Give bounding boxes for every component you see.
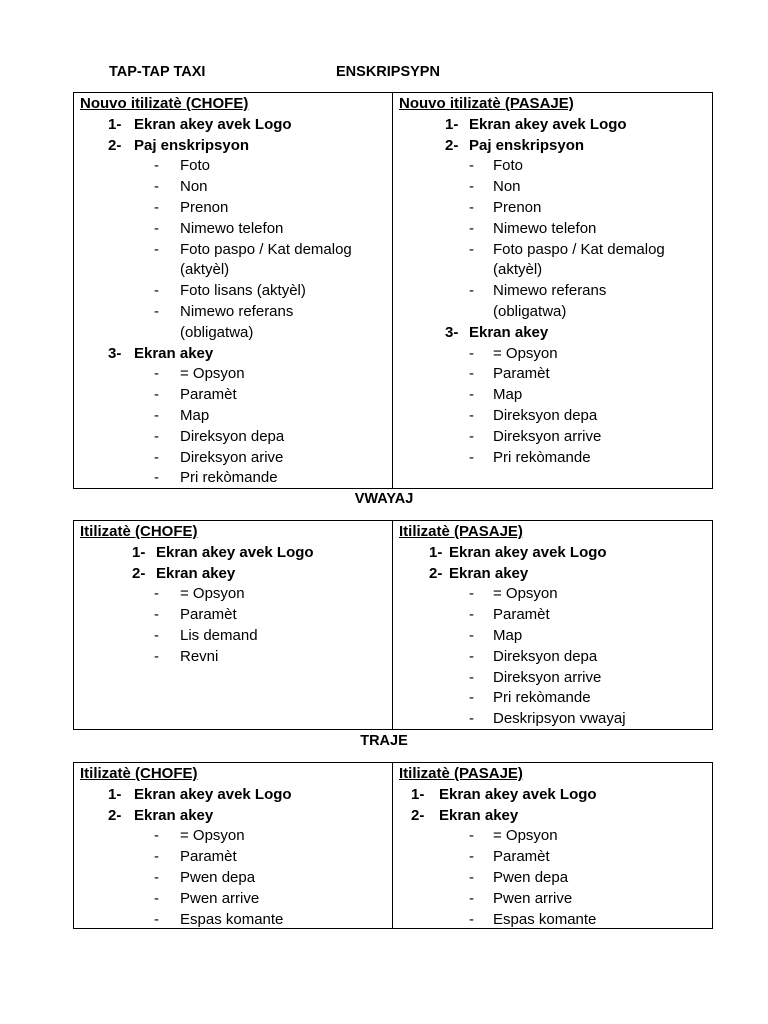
dash-bullet: - [154,626,159,644]
dash-bullet: - [469,406,474,424]
document-title-left: TAP-TAP TAXI [109,64,206,80]
item-text: Revni [180,647,219,665]
bullet-item [399,177,712,198]
item-text: Foto lisans (aktyèl) [180,282,306,300]
numbered-item [80,136,392,157]
item-text: Direksyon depa [493,406,598,424]
numbered-item [399,115,712,136]
item-text: Pri rekòmande [493,689,591,707]
bullet-item [399,605,712,626]
column-chofe [74,763,393,928]
item-text: Map [493,386,523,404]
numbered-item [399,806,712,827]
item-text: Paramèt [493,365,550,383]
bullet-continuation [80,260,392,281]
dash-bullet: - [154,427,159,445]
item-number: 2- [132,564,146,582]
numbered-item [399,785,712,806]
numbered-item [80,344,392,365]
item-text: Map [493,626,523,644]
numbered-item [399,136,712,157]
table-vwayaj [73,520,713,730]
item-number: 1- [108,115,122,133]
dash-bullet: - [154,889,159,907]
section-title-vwayaj: VWAYAJ [354,491,414,507]
dash-bullet: - [154,827,159,845]
item-text: (obligatwa) [180,323,254,341]
item-text: Paj enskripsyon [469,136,585,154]
bullet-continuation [399,302,712,323]
dash-bullet: - [469,585,474,603]
bullet-item [80,868,392,889]
dash-bullet: - [154,386,159,404]
bullet-item [80,647,392,668]
dash-bullet: - [154,910,159,928]
item-text: Ekran akey avek Logo [449,543,607,561]
item-text: Ekran akey avek Logo [156,543,314,561]
numbered-item [399,543,712,564]
bullet-item [80,910,392,931]
dash-bullet: - [154,157,159,175]
dash-bullet: - [469,889,474,907]
item-text: Non [493,178,521,196]
dash-bullet: - [154,606,159,624]
bullet-item [399,364,712,385]
item-text: = Opsyon [493,827,558,845]
item-text: Nimewo telefon [180,219,284,237]
dash-bullet: - [469,710,474,728]
dash-bullet: - [469,827,474,845]
item-text: Paj enskripsyon [134,136,250,154]
numbered-item [80,543,392,564]
dash-bullet: - [469,365,474,383]
item-text: Paramèt [493,848,550,866]
dash-bullet: - [469,386,474,404]
dash-bullet: - [469,647,474,665]
bullet-item [399,427,712,448]
dash-bullet: - [154,282,159,300]
bullet-item [399,385,712,406]
bullet-item [399,910,712,931]
item-text: Pwen arrive [493,889,573,907]
dash-bullet: - [154,178,159,196]
item-text: Ekran akey [439,806,519,824]
item-text: Map [180,406,210,424]
dash-bullet: - [154,406,159,424]
item-text: Deskripsyon vwayaj [493,710,626,728]
item-text: Direksyon depa [493,647,598,665]
column-heading: Itilizatè (PASAJE) [399,523,523,540]
dash-bullet: - [469,198,474,216]
item-text: Nimewo referans [493,282,607,300]
column-heading: Nouvo itilizatè (PASAJE) [399,95,574,112]
document-title-right: ENSKRIPSYPN [336,64,440,80]
item-text: Espas komante [180,910,284,928]
item-text: Paramèt [180,386,237,404]
dash-bullet: - [469,427,474,445]
bullet-item [399,344,712,365]
numbered-item [399,323,712,344]
dash-bullet: - [469,344,474,362]
item-text: (aktyèl) [180,261,230,279]
column-heading: Nouvo itilizatè (CHOFE) [80,95,249,112]
bullet-item [80,406,392,427]
item-number: 2- [108,806,122,824]
item-text: Ekran akey avek Logo [134,115,292,133]
bullet-item [399,889,712,910]
bullet-item [399,281,712,302]
dash-bullet: - [154,585,159,603]
item-text: = Opsyon [180,827,245,845]
item-text: Nimewo referans [180,302,294,320]
item-text: Ekran akey avek Logo [134,785,292,803]
dash-bullet: - [469,868,474,886]
dash-bullet: - [154,198,159,216]
item-number: 1- [108,785,122,803]
dash-bullet: - [154,469,159,487]
dash-bullet: - [154,302,159,320]
item-text: Prenon [493,198,542,216]
item-number: 3- [108,344,122,362]
bullet-item [80,427,392,448]
bullet-item [80,281,392,302]
bullet-item [80,198,392,219]
column-heading: Itilizatè (CHOFE) [80,765,198,782]
bullet-item [399,240,712,261]
item-number: 1- [411,785,425,803]
item-text: Ekran akey [469,323,549,341]
bullet-item [399,847,712,868]
bullet-item [399,868,712,889]
item-text: = Opsyon [180,585,245,603]
column-heading: Itilizatè (PASAJE) [399,765,523,782]
item-text: (obligatwa) [493,302,567,320]
bullet-item [80,448,392,469]
dash-bullet: - [469,240,474,258]
bullet-item [80,847,392,868]
bullet-item [80,219,392,240]
item-text: Pri rekòmande [493,448,591,466]
bullet-item [80,364,392,385]
bullet-item [399,709,712,730]
item-text: = Opsyon [493,344,558,362]
item-text: Paramèt [180,606,237,624]
numbered-item [399,564,712,585]
column-chofe [74,93,393,488]
table-traje [73,762,713,929]
dash-bullet: - [154,848,159,866]
column-heading: Itilizatè (CHOFE) [80,523,198,540]
item-text: Non [180,178,208,196]
item-text: Direksyon depa [180,427,285,445]
bullet-item [399,406,712,427]
dash-bullet: - [154,647,159,665]
bullet-item [80,605,392,626]
item-text: Foto [180,157,211,175]
item-text: Foto paspo / Kat demalog [180,240,352,258]
dash-bullet: - [154,868,159,886]
dash-bullet: - [469,219,474,237]
item-number: 2- [411,806,425,824]
dash-bullet: - [154,448,159,466]
dash-bullet: - [469,606,474,624]
column-chofe [74,521,393,729]
dash-bullet: - [154,219,159,237]
item-text: (aktyèl) [493,261,543,279]
dash-bullet: - [469,626,474,644]
item-text: Pwen arrive [180,889,260,907]
bullet-continuation [399,260,712,281]
item-text: Direksyon arrive [493,668,602,686]
item-text: Pri rekòmande [180,469,278,487]
dash-bullet: - [469,848,474,866]
item-text: Paramèt [493,606,550,624]
numbered-item [80,806,392,827]
dash-bullet: - [469,282,474,300]
item-text: Ekran akey [134,806,214,824]
bullet-item [80,156,392,177]
bullet-item [399,826,712,847]
item-text: Direksyon arrive [493,427,602,445]
bullet-item [399,647,712,668]
item-number: 3- [445,323,459,341]
item-text: = Opsyon [493,585,558,603]
item-number: 2- [445,136,459,154]
bullet-item [399,584,712,605]
bullet-item [80,468,392,489]
item-text: Pwen depa [493,868,569,886]
dash-bullet: - [469,157,474,175]
item-number: 2- [429,564,443,582]
item-text: Prenon [180,198,229,216]
bullet-item [80,240,392,261]
bullet-item [80,584,392,605]
table-enskripsyon [73,92,713,489]
bullet-item [399,156,712,177]
dash-bullet: - [154,365,159,383]
dash-bullet: - [469,178,474,196]
bullet-item [399,448,712,469]
bullet-item [80,826,392,847]
item-text: Nimewo telefon [493,219,597,237]
item-number: 1- [132,543,146,561]
item-text: = Opsyon [180,365,245,383]
dash-bullet: - [469,689,474,707]
dash-bullet: - [154,240,159,258]
bullet-continuation [80,323,392,344]
bullet-item [80,177,392,198]
column-pasaje [393,763,712,928]
item-text: Ekran akey [449,564,529,582]
column-pasaje [393,521,712,729]
bullet-item [399,668,712,689]
dash-bullet: - [469,448,474,466]
item-text: Paramèt [180,848,237,866]
item-text: Espas komante [493,910,597,928]
bullet-item [399,219,712,240]
bullet-item [399,198,712,219]
dash-bullet: - [469,910,474,928]
column-pasaje [393,93,712,488]
bullet-item [80,385,392,406]
item-number: 1- [445,115,459,133]
numbered-item [80,115,392,136]
item-text: Lis demand [180,626,258,644]
item-text: Ekran akey avek Logo [439,785,597,803]
numbered-item [80,785,392,806]
bullet-item [80,302,392,323]
item-text: Direksyon arive [180,448,284,466]
item-text: Foto paspo / Kat demalog [493,240,665,258]
bullet-item [80,626,392,647]
bullet-item [399,626,712,647]
item-text: Foto [493,157,524,175]
item-text: Ekran akey avek Logo [469,115,627,133]
bullet-item [80,889,392,910]
item-text: Ekran akey [156,564,236,582]
item-number: 1- [429,543,443,561]
item-text: Pwen depa [180,868,256,886]
section-title-traje: TRAJE [360,733,408,749]
numbered-item [80,564,392,585]
dash-bullet: - [469,668,474,686]
bullet-item [399,688,712,709]
item-text: Ekran akey [134,344,214,362]
item-number: 2- [108,136,122,154]
